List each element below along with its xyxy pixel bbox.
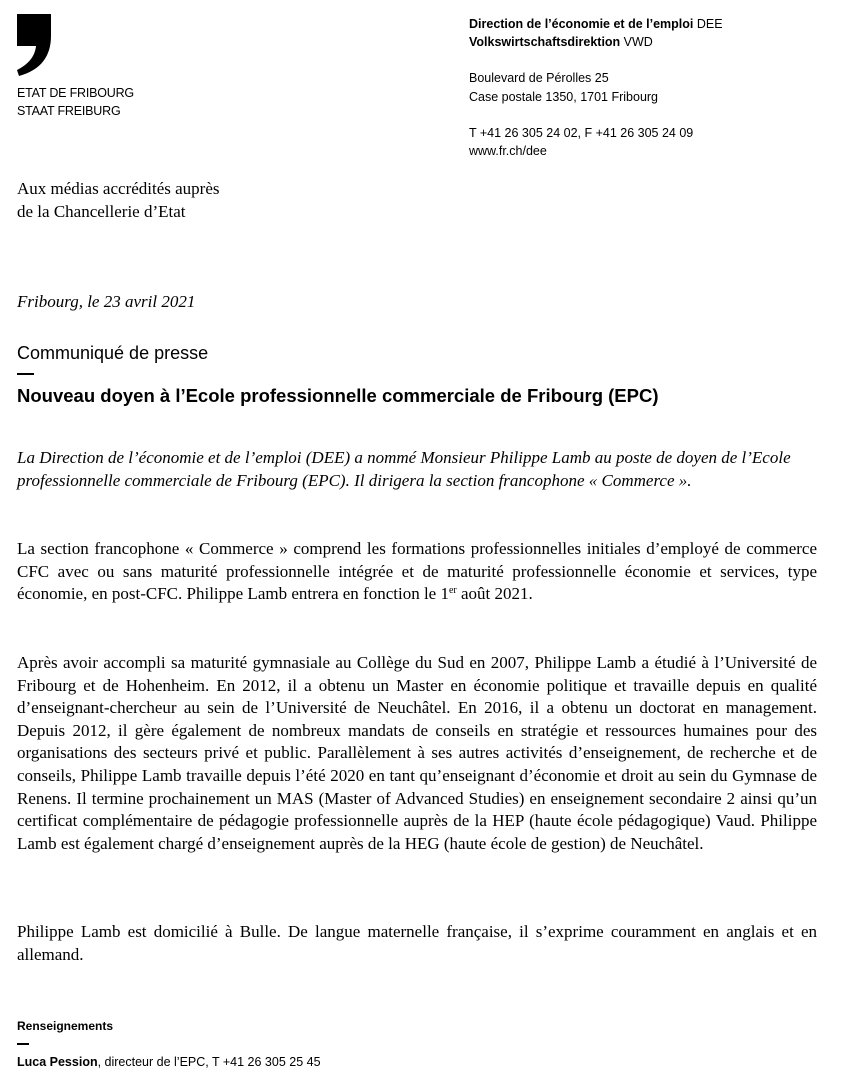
paragraph-1-end: août 2021. bbox=[456, 584, 533, 604]
paragraph-1-text: La section francophone « Commerce » comprend les formations professionnelles initiales d’employé de commerce CFC avec ou sans maturité professionnelle intégrée et de maturité professionnelle économie et services, type économie, en post-CFC. Philippe Lamb entrera en fonction le 1 bbox=[17, 539, 817, 604]
ordinal-superscript: er bbox=[448, 585, 457, 597]
lead-paragraph: La Direction de l’économie et de l’emploi (DEE) a nommé Monsieur Philippe Lamb au poste de doyen de l’Ecole professionnelle commerciale de Fribourg (EPC). Il dirigera la section francophone « Commerce ». bbox=[17, 448, 791, 490]
department-fr-abbr: DEE bbox=[693, 17, 723, 31]
department-de-abbr: VWD bbox=[620, 35, 653, 49]
date-line: Fribourg, le 23 avril 2021 bbox=[17, 292, 196, 311]
state-name-de: STAAT FREIBURG bbox=[17, 104, 121, 118]
phone-fax: T +41 26 305 24 02, F +41 26 305 24 09 bbox=[469, 126, 694, 140]
department-fr bbox=[469, 15, 723, 33]
comma-logo-icon bbox=[17, 14, 51, 76]
divider bbox=[17, 373, 34, 375]
headline: Nouveau doyen à l’Ecole professionnelle commerciale de Fribourg (EPC) bbox=[17, 385, 659, 406]
contact-line bbox=[17, 1055, 321, 1069]
state-name-fr: ETAT DE FRIBOURG bbox=[17, 86, 134, 100]
address-street: Boulevard de Pérolles 25 bbox=[469, 71, 609, 85]
divider bbox=[17, 1043, 29, 1045]
address-postbox: Case postale 1350, 1701 Fribourg bbox=[469, 90, 659, 104]
press-release-label: Communiqué de presse bbox=[17, 343, 209, 363]
info-heading: Renseignements bbox=[17, 1019, 114, 1033]
department-de-name: Volkswirtschaftsdirektion bbox=[469, 35, 621, 49]
body-paragraph-1 bbox=[17, 538, 817, 606]
department-fr-name: Direction de l’économie et de l’emploi bbox=[469, 17, 694, 31]
body-paragraph-2: Après avoir accompli sa maturité gymnasiale au Collège du Sud en 2007, Philippe Lamb a étudié à l’Université de Fribourg et de Hohenheim. En 2012, il a obtenu un Master en économie politique et travaille depuis en qualité d’enseignant-chercheur au sein de l’Université de Neuchâtel. En 2016, il a obtenu un doctorat en management. Depuis 2012, il gère également de nombreux mandats de conseils en stratégie et ressources humaines pour des organisations des secteurs privé et public. Parallèlement à ses autres activités d’enseignement, de recherche et de conseils, Philippe Lamb travaille depuis l’été 2020 en tant qu’enseignant d’économie et droit au sein du Gymnase de Renens. Il termine prochainement un MAS (Master of Advanced Studies) en enseignement secondaire 2 ainsi qu’un certificat complémentaire de pédagogie professionnelle auprès de la HEP (haute école pédagogique) Vaud. Philippe Lamb est également chargé d’enseignement auprès de la HEG (haute école de gestion) de Neuchâtel. bbox=[17, 653, 817, 853]
body-paragraph-3: Philippe Lamb est domicilié à Bulle. De langue maternelle française, il s’exprime couramment en anglais et en allemand. bbox=[17, 922, 817, 964]
contact-name: Luca Pession bbox=[17, 1055, 98, 1069]
department-de bbox=[469, 33, 653, 51]
recipient-line-1: Aux médias accrédités auprès bbox=[17, 179, 220, 198]
recipient-line-2: de la Chancellerie d’Etat bbox=[17, 202, 186, 221]
website-link[interactable]: www.fr.ch/dee bbox=[469, 144, 547, 158]
contact-details: , directeur de l’EPC, T +41 26 305 25 45 bbox=[97, 1055, 321, 1069]
